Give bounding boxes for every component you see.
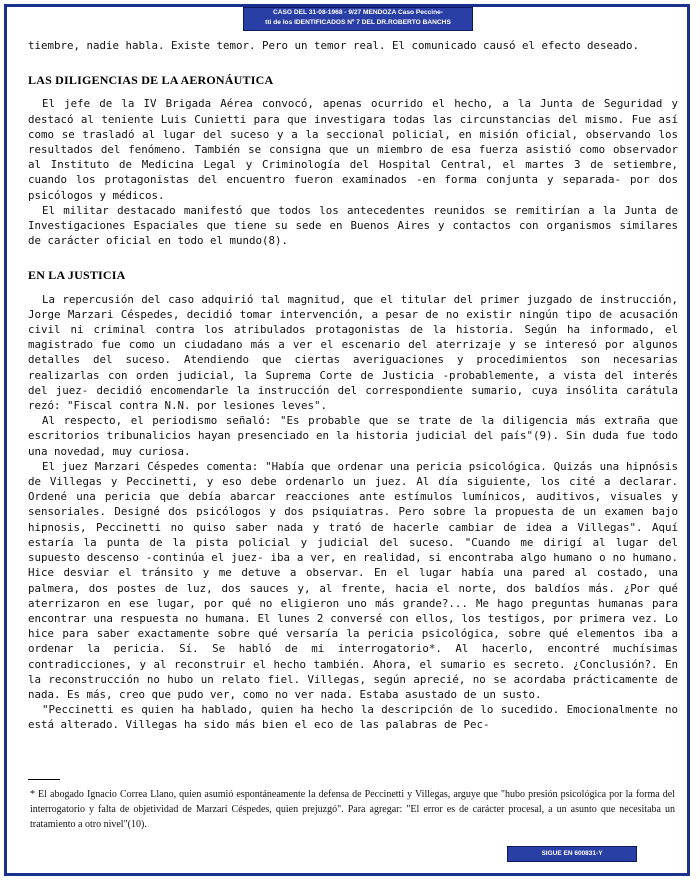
header-stamp-line-1: CASO DEL 31-08-1968 - 9/27 MENDOZA Caso Peccine- xyxy=(272,9,444,16)
document-body xyxy=(28,38,678,733)
paragraph: La repercusión del caso adquirió tal magnitud, que el titular del primer juzgado de instrucción, Jorge Marzari Céspedes, decidió tomar intervención, a pesar de no existir ningún tipo de acusación civil ni criminal contra los atribulados protagonistas de la historia. Según ha informado, el magistrado fue como un ciudadano más a ver el escenario del aterrizaje y se interesó por algunos detalles del suceso. Atendiendo que ciertas averiguaciones y procedimientos son necesarias realizarlas con orden judicial, la Suprema Corte de Justicia -probablemente, a vista del interés del juez- decidió encomendarle la instrucción del correspondiente sumario, cuya insólita carátula rezó: "Fiscal contra N.N. por lesiones leves". xyxy=(28,292,678,413)
section-heading-justicia: EN LA JUSTICIA xyxy=(28,268,126,283)
header-stamp xyxy=(243,7,473,31)
header-stamp-line-2: tti de los IDENTIFICADOS Nº 7 DEL DR.ROBERTO BANCHS xyxy=(265,19,451,26)
paragraph: El jefe de la IV Brigada Aérea convocó, apenas ocurrido el hecho, a la Junta de Seguridad y destacó al teniente Luis Cunietti para que investigara todas las circunstancias del mismo. Fue así como se trasladó al lugar del suceso y a la seccional policial, en misión oficial, observando los resultados del fenómeno. También se consigna que un miembro de esa fuerza asistió como observador al Instituto de Medicina Legal y Criminología del Hospital Central, el martes 3 de setiembre, cuando los protagonistas del encuentro fueron examinados -en forma conjunta y separada- por dos psicólogos y médicos. xyxy=(28,97,678,202)
intro-paragraph: tiembre, nadie habla. Existe temor. Pero un temor real. El comunicado causó el efecto deseado. xyxy=(28,39,640,52)
paragraph: "Peccinetti es quien ha hablado, quien ha hecho la descripción de lo sucedido. Emocionalmente no está alterado. Villegas ha sido más bien el eco de las palabras de Pec- xyxy=(28,703,678,732)
footnote-divider xyxy=(28,779,60,780)
paragraph: Al respecto, el periodismo señaló: "Es probable que se trate de la diligencia más extraña que escritorios tribunalicios hayan presenciado en la historia judicial del país"(9). Sin duda fue todo una novedad, muy curiosa. xyxy=(28,414,678,458)
section-heading-aeronautica: LAS DILIGENCIAS DE LA AERONÁUTICA xyxy=(28,73,274,88)
paragraph: El militar destacado manifestó que todos los antecedentes reunidos se remitirían a la Junta de Investigaciones Espaciales que tiene su sede en Buenos Aires y contactos con organismos similares de carácter oficial en todo el mundo(8). xyxy=(28,203,678,248)
footnote: * El abogado Ignacio Correa Llano, quien asumió espontáneamente la defensa de Peccinetti y Villegas, arguye que "hubo presión psicológica por la forma del interrogatorio y falta de objetividad de Marzari Céspedes, quien prejuzgó". Para agregar: "El error es de carácter procesal, a un asunto que necesitaba un tratamiento a otro nivel"(10). xyxy=(30,789,675,830)
paragraph: El juez Marzari Céspedes comenta: "Había que ordenar una pericia psicológica. Quizás una hipnósis de Villegas y Peccinetti, y eso debe ordenarlo un juez. Al día siguiente, los cité a declarar. Ordené una pericia que debía abarcar reacciones ante estímulos lumínicos, auditivos, visuales y sensoriales. Designé dos psicólogos y dos psiquiatras. Pero sobre la propuesta de un examen bajo hipnosis, Peccinetti no quiso saber nada y trató de hacerle cambiar de idea a Villegas". Aquí estaría la punta de la pista policial y judicial del suceso. "Cuando me dirigí al lugar del supuesto descenso -continúa el juez- iba a ver, en realidad, si encontraba algo humano o no humano. Hice desviar el tránsito y me detuve a observar. En el lugar había una pared al costado, una palmera, dos postes de luz, dos sauces y, al frente, hacia el norte, dos baldíos más. ¿Por qué aterrizaron en ese lugar, por qué no eligieron uno más grande?... Me hago preguntas humanas para encontrar una respuesta no humana. El lunes 2 conversé con ellos, los testigos, por primera vez. Lo hice para saber exactamente sobre qué versaría la pericia psicológica, sobre qué elementos iba a ordenar la pericia. Sí. Se habló de mi interrogatorio*. Al hacerlo, encontré muchísimas contradicciones, y al reconstruir el hecho también. Ahora, el sumario es secreto. ¿Conclusión?. En la reconstrucción no hubo un relato fiel. Villegas, según aprecié, no se acordaba prácticamente de nada. Es más, creo que pudo ver, como no ver nada. Estaba asustado de un susto. xyxy=(28,459,678,701)
continued-stamp: SIGUE EN 600831-Y xyxy=(507,846,637,862)
